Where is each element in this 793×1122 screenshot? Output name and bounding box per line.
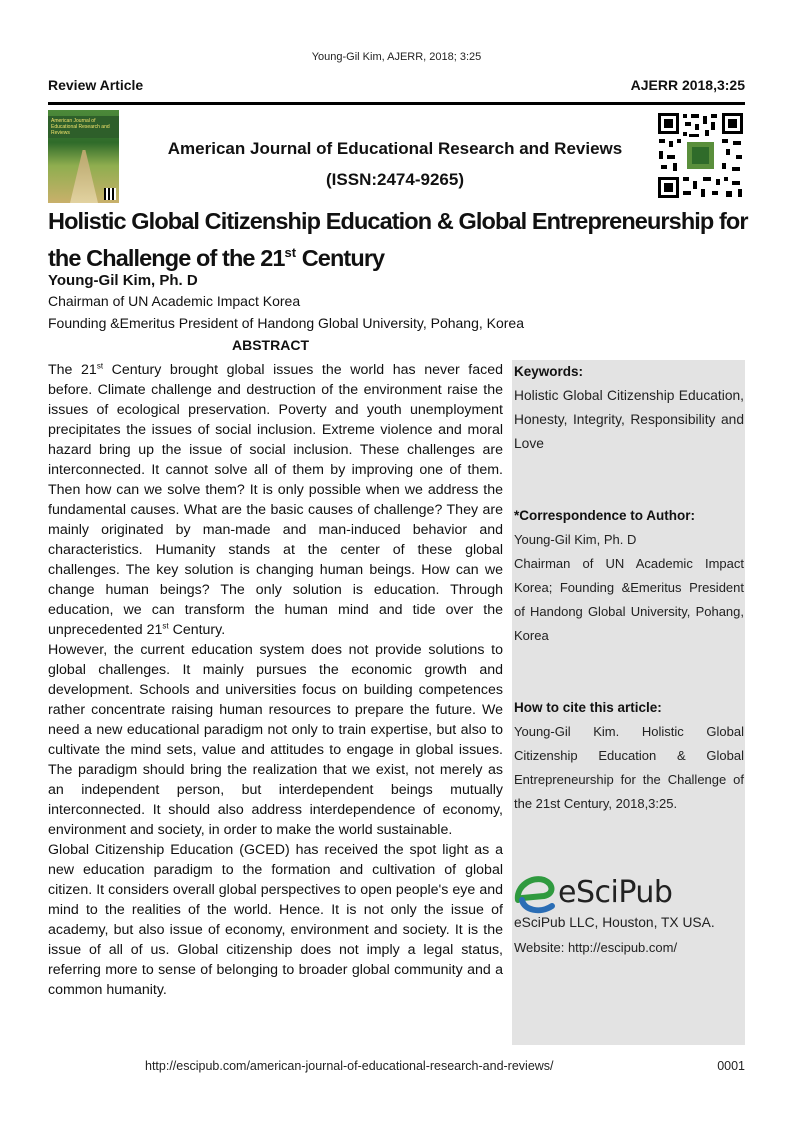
publisher-website[interactable]: Website: http://escipub.com/ bbox=[514, 940, 678, 955]
journal-title: American Journal of Educational Research and Reviews bbox=[167, 139, 623, 158]
paper-title-sup: st bbox=[284, 245, 297, 260]
journal-issn: (ISSN:2474-9265) bbox=[326, 170, 464, 189]
cover-qr-icon bbox=[104, 188, 116, 200]
article-reference: AJERR 2018,3:25 bbox=[630, 77, 745, 93]
abstract-paragraph-1 bbox=[48, 360, 503, 640]
paper-title-main: Holistic Global Citizenship Education & Global Entrepreneurship for the Challenge of the 21 bbox=[48, 208, 748, 271]
publisher-name: eSciPub LLC, Houston, TX USA. bbox=[514, 915, 715, 930]
superscript: st bbox=[162, 621, 169, 631]
running-header: Young-Gil Kim, AJERR, 2018; 3:25 bbox=[311, 51, 482, 63]
escipub-logo bbox=[514, 872, 684, 918]
article-info-sidebar bbox=[512, 360, 745, 1045]
escipub-e-icon bbox=[514, 874, 558, 914]
abstract-body bbox=[48, 360, 503, 1000]
citation-heading: How to cite this article: bbox=[514, 700, 662, 715]
abstract-paragraph-2: However, the current education system does not provide solutions to global challenges. It mainly pursues the economic growth and development. Schools and universities focus on building competences rather concentrate raising human resources to prepare the future. We need a new educational paradigm not only to train expertise, but also to cultivate the mind sets, value and attitudes to engage in global issues. The paradigm should bring the realization that we exist, not merely as an independent person, but interdependent beings mutually interconnected. It should also address interdependence of economy, environment and society, in order to make the world sustainable. bbox=[48, 642, 503, 838]
qr-code-icon bbox=[656, 111, 745, 200]
abstract-heading: ABSTRACT bbox=[232, 337, 309, 353]
cover-title: American Journal of Educational Research and Reviews bbox=[51, 118, 110, 136]
correspondence-details: Young-Gil Kim, Ph. D Chairman of UN Academic Impact Korea; Founding &Emeritus President of Handong Global University, Pohang, Korea bbox=[514, 532, 744, 643]
citation-text: Young-Gil Kim. Holistic Global Citizenship Education & Global Entrepreneurship for the Challenge of the 21st Century, 2018,3:25. bbox=[514, 724, 744, 811]
journal-cover-image bbox=[48, 110, 119, 203]
abstract-paragraph-3: Global Citizenship Education (GCED) has received the spot light as a new education paradigm to the formation and cultivation of global citizen. It considers overall global perspectives to open people's eye and mind to the realities of the world. Hence. It is not only the issue of academy, but also issue of economy, environment and society. It is the issue of all of us. Global citizenship does not imply a legal status, referring more to sense of belonging to broader global community and a common humanity. bbox=[48, 842, 503, 998]
escipub-logo-text: eSciPub bbox=[558, 875, 673, 910]
paper-title-end: Century bbox=[296, 244, 385, 271]
footer-journal-url[interactable]: http://escipub.com/american-journal-of-educational-research-and-reviews/ bbox=[145, 1059, 554, 1073]
keywords-list: Holistic Global Citizenship Education, Honesty, Integrity, Responsibility and Love bbox=[514, 388, 744, 451]
abstract-text: The 21 bbox=[48, 362, 97, 378]
abstract-text: Century brought global issues the world has never faced before. Climate challenge and destruction of the environment raise the issues of ecological preservation. Poverty and youth unemployment precipitates the issues of social inclusion. Extreme violence and moral hazard bring up the issue of social inclusion. These challenges are interconnected. It cannot solve all of them by improving one of them. Then how can we solve them? It is only possible when we address the fundamental causes. What are the basic causes of challenge? They are mainly originated by man-made and man-induced behavior and characteristics. Humanity stands at the center of these global challenges. The key solution is changing human beings. How can we change human beings? The only solution is education. Through education, we can transform the human mind and tide over the unprecedented 21 bbox=[48, 362, 503, 638]
article-type: Review Article bbox=[48, 77, 144, 93]
superscript: st bbox=[96, 361, 104, 371]
author-name: Young-Gil Kim, Ph. D bbox=[48, 272, 198, 289]
correspondence-heading: *Correspondence to Author: bbox=[514, 508, 696, 523]
page-number: 0001 bbox=[717, 1059, 745, 1073]
paper-title bbox=[48, 205, 748, 274]
keywords-heading: Keywords: bbox=[514, 364, 584, 379]
abstract-text: Century. bbox=[168, 622, 226, 638]
cover-road-graphic bbox=[70, 150, 98, 203]
author-affiliation-1: Chairman of UN Academic Impact Korea bbox=[48, 293, 301, 309]
header-divider bbox=[48, 102, 745, 105]
author-affiliation-2: Founding &Emeritus President of Handong Global University, Pohang, Korea bbox=[48, 315, 525, 331]
